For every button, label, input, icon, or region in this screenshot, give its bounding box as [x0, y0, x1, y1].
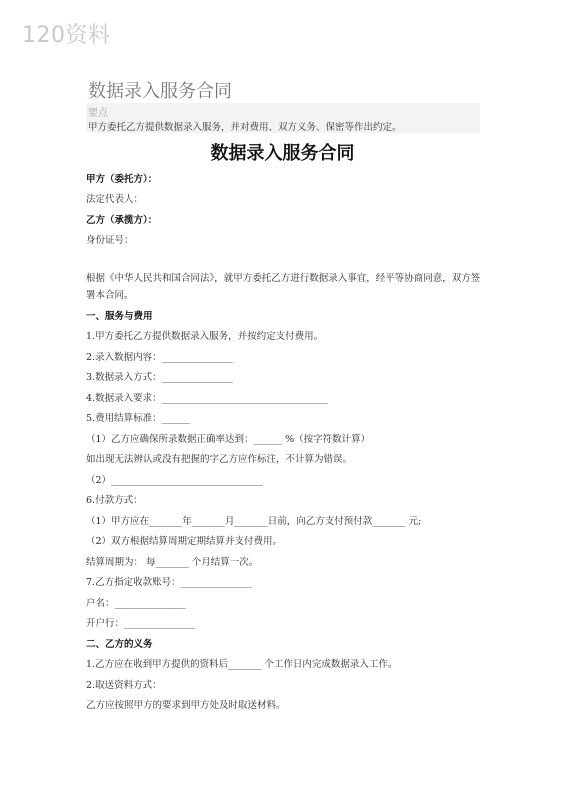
clause-1-6-2: （2）双方根据结算周期定期结算并支付费用。 [86, 536, 283, 547]
section-1-heading: 一、服务与费用 [86, 311, 153, 322]
clause-2-1: 1.乙方应在收到甲方提供的资料后_______ 个工作日内完成数据录入工作。 [86, 659, 398, 670]
clause-1-4: 4.数据录入要求：___________________________________ [86, 393, 328, 404]
clause-1-5: 5.费用结算标准：______ [86, 413, 191, 424]
contract-title: 数据录入服务合同 [210, 143, 355, 164]
clause-1-6-1: （1）甲方应在_______年_______月_______日前，向乙方支付预付款_______ 元; [86, 516, 422, 527]
account-bank: 开户行：_______________ [86, 618, 196, 629]
clause-1-2: 2.录入数据内容：_______________ [86, 352, 233, 363]
clause-2-2: 2.取送资料方式： [86, 680, 162, 691]
clause-1-7: 7.乙方指定收款账号：_______________ [86, 577, 252, 588]
summary-text: 甲方委托乙方提供数据录入服务，并对费用、双方义务、保密等作出约定。 [88, 122, 402, 133]
clause-2-2-text: 乙方应按照甲方的要求到甲方处及时取送材料。 [86, 700, 286, 711]
summary-label: 要点 [88, 108, 108, 119]
watermark: 120资料 [22, 23, 111, 48]
document-title: 数据录入服务合同 [88, 81, 232, 102]
preamble: 根据《中华人民共和国合同法》，就甲方委托乙方进行数据录入事宜，经平等协商同意，双方签署本合同。 [86, 273, 481, 301]
clause-1-1: 1.甲方委托乙方提供数据录入服务，并按约定支付费用。 [86, 331, 324, 342]
account-name: 户名：_______________ [86, 598, 186, 609]
party-b-label: 乙方（承揽方）： [86, 215, 158, 226]
clause-1-5-2: （2）________________________________ [86, 475, 264, 486]
id-number-label: 身份证号： [86, 235, 134, 246]
clause-1-6: 6.付款方式： [86, 495, 143, 506]
settlement-cycle: 结算周期为： 每_______ 个月结算一次。 [86, 557, 259, 568]
clause-1-3: 3.数据录入方式：_______________ [86, 372, 233, 383]
clause-1-5-note: 如出现无法辨认或没有把握的字乙方应作标注，不计算为错误。 [86, 454, 353, 465]
legal-rep-label: 法定代表人： [86, 194, 144, 205]
party-a-label: 甲方（委托方）： [86, 174, 158, 185]
clause-1-5-1: （1）乙方应确保所录数据正确率达到：______ %（按字符数计算） [86, 434, 371, 445]
section-2-heading: 二、乙方的义务 [86, 639, 153, 650]
